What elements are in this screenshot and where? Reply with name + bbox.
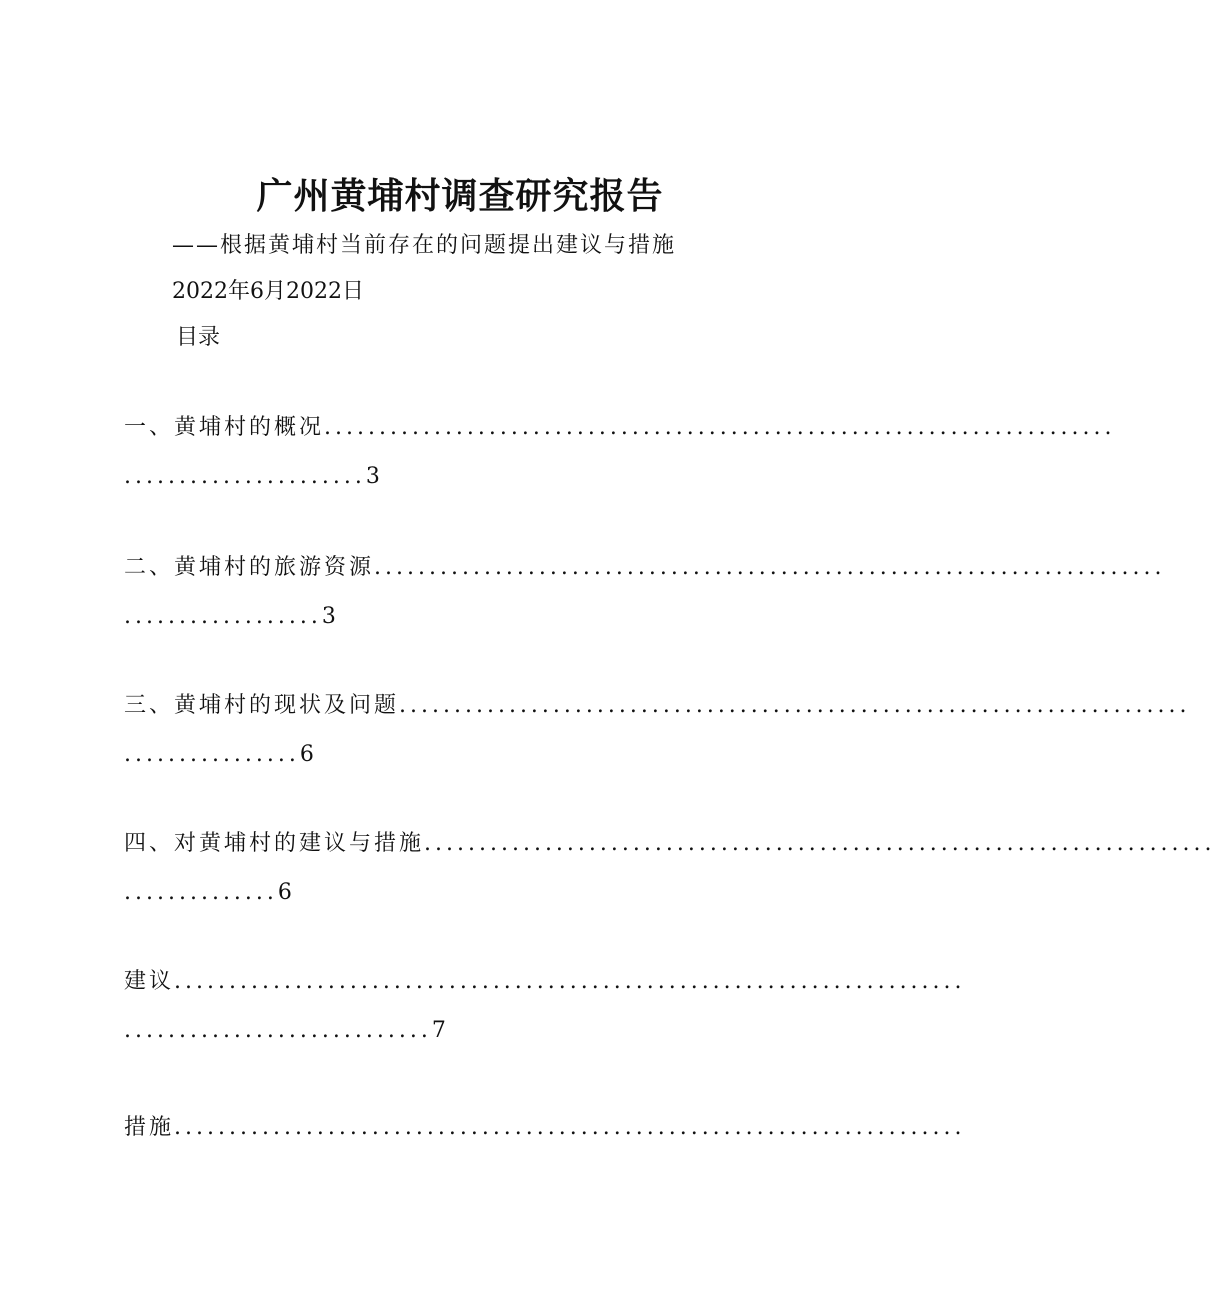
toc-leader-dots: ........................................................................ <box>174 1115 966 1140</box>
toc-page-number: 3 <box>321 604 336 629</box>
document-title: 广州黄埔村调查研究报告 <box>256 176 664 217</box>
toc-page-number: 7 <box>431 1018 446 1043</box>
toc-leader-dots: ................ <box>124 742 300 767</box>
toc-entry-suggestions-measures[interactable] <box>124 826 1216 914</box>
toc-leader-dots: ........................................................................ <box>374 555 1166 580</box>
toc-entry-label: 一、黄埔村的概况 <box>124 415 325 440</box>
toc-leader-dots: ............................ <box>124 1018 432 1043</box>
toc-entry-tourism[interactable] <box>124 550 1166 638</box>
toc-page-number: 6 <box>277 880 292 905</box>
toc-entry-label: 三、黄埔村的现状及问题 <box>124 693 400 718</box>
toc-entry-label: 四、对黄埔村的建议与措施 <box>124 831 425 856</box>
toc-leader-dots: ........................................................................ <box>174 969 966 994</box>
toc-leader-dots: ........................................................................ <box>424 831 1216 856</box>
toc-entry-label: 二、黄埔村的旅游资源 <box>124 555 375 580</box>
toc-leader-dots: ........................................................................ <box>324 415 1116 440</box>
toc-entry-label: 措施 <box>124 1115 175 1140</box>
toc-entry-suggestions[interactable] <box>124 964 966 1052</box>
toc-entry-status[interactable] <box>124 688 1191 776</box>
toc-leader-dots: .................. <box>124 604 322 629</box>
document-date: 2022年6月2022日 <box>172 279 364 304</box>
toc-entry-overview[interactable] <box>124 410 1116 498</box>
toc-leader-dots: ...................... <box>124 464 366 489</box>
toc-entry-label: 建议 <box>124 969 175 994</box>
toc-entry-measures[interactable] <box>124 1110 966 1144</box>
document-subtitle: ——根据黄埔村当前存在的问题提出建议与措施 <box>172 233 677 258</box>
toc-heading: 目录 <box>176 325 221 350</box>
toc-page-number: 6 <box>299 742 314 767</box>
toc-leader-dots: .............. <box>124 880 278 905</box>
toc-leader-dots: ........................................................................ <box>399 693 1191 718</box>
toc-page-number: 3 <box>365 464 380 489</box>
